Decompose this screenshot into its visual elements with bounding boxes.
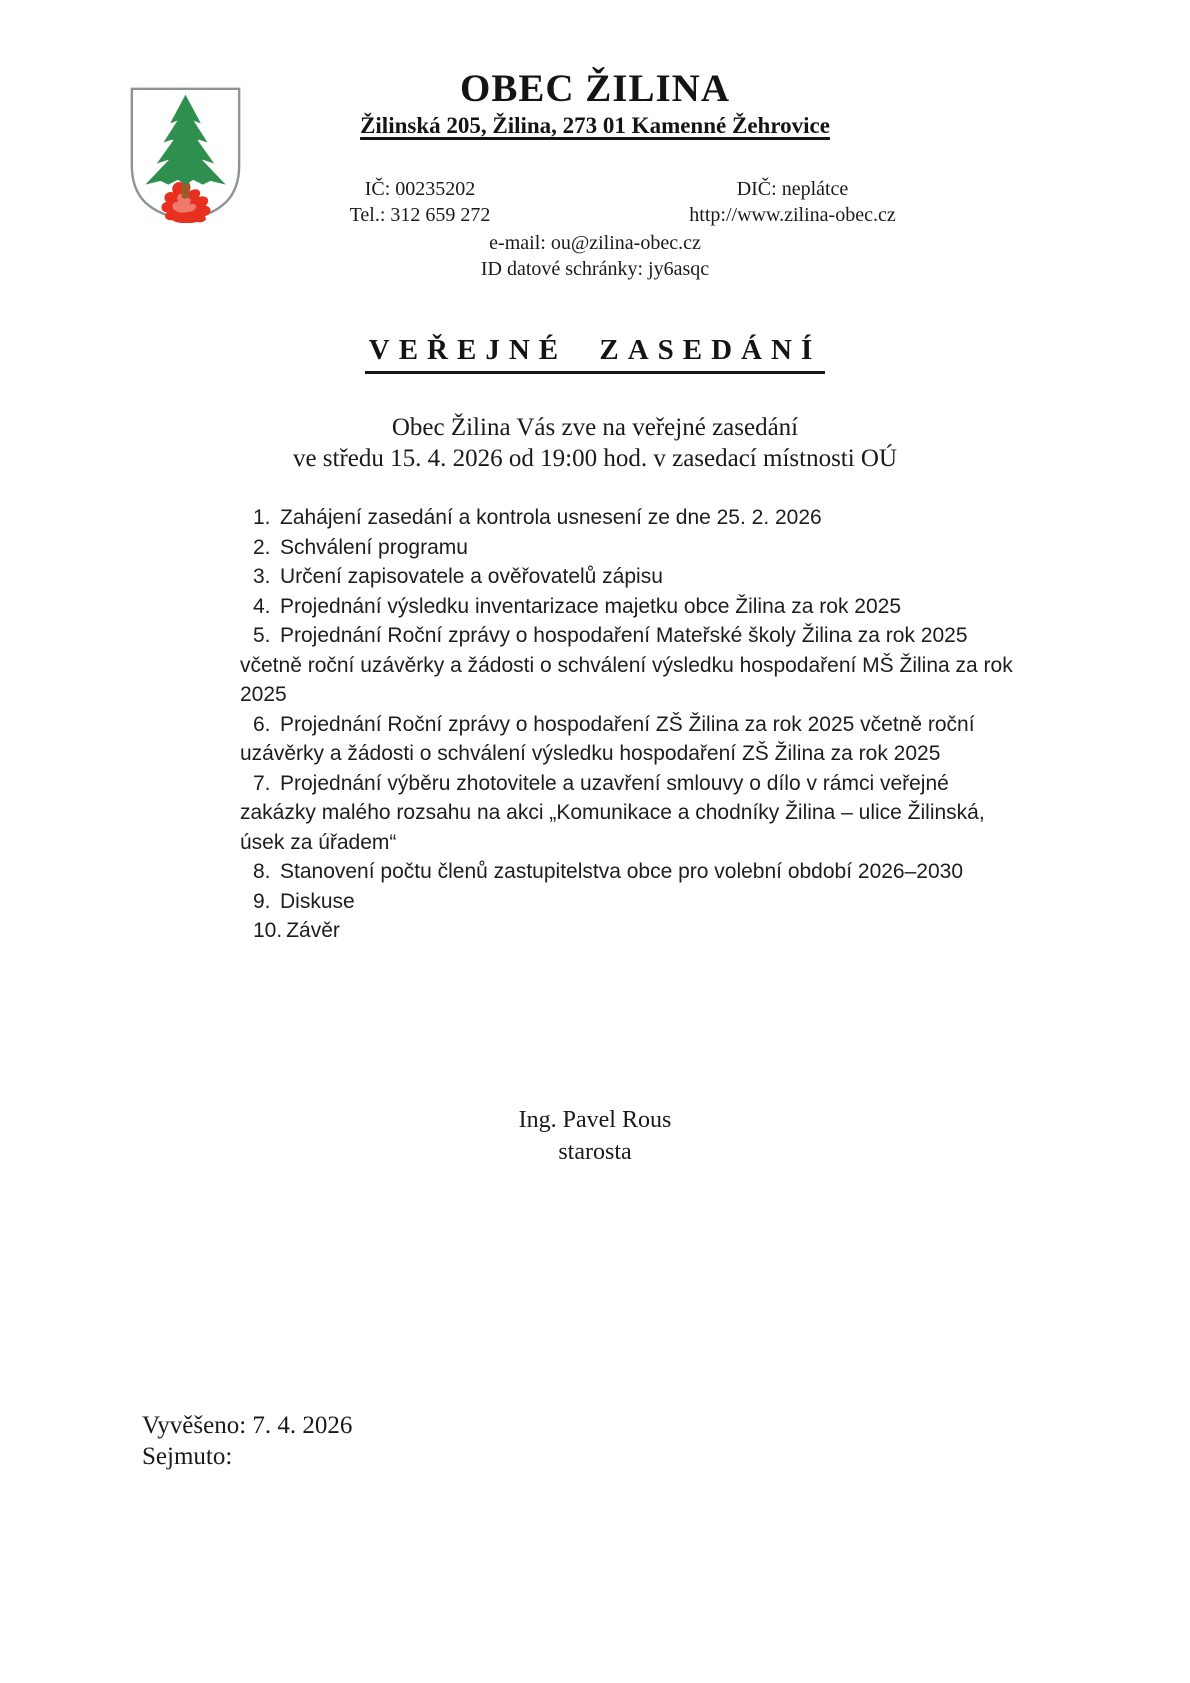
agenda-item-text: Projednání Roční zprávy o hospodaření Mateřské školy Žilina za rok 2025	[280, 624, 968, 647]
contact-center-column	[0, 230, 1190, 282]
agenda-item-number: 7.	[253, 771, 271, 795]
agenda-item-number: 9.	[253, 889, 271, 913]
agenda-item	[240, 710, 1040, 769]
agenda-item-text: Projednání výsledku inventarizace majetku obce Žilina za rok 2025	[280, 594, 902, 618]
organization-address: Žilinská 205, Žilina, 273 01 Kamenné Žehrovice	[360, 113, 830, 138]
agenda-item	[240, 621, 1040, 710]
agenda-item	[240, 533, 1040, 563]
agenda-item-number: 5.	[253, 624, 271, 647]
agenda-item-number: 3.	[253, 565, 271, 588]
invitation-line-1: Obec Žilina Vás zve na veřejné zasedání	[391, 414, 799, 441]
databox-id: ID datové schránky: jy6asqc	[480, 258, 710, 280]
agenda-item-text: 2025	[240, 683, 287, 706]
posted-date: Vyvěšeno: 7. 4. 2026	[142, 1412, 353, 1439]
signature-block	[0, 1104, 1190, 1168]
email-address: e-mail: ou@zilina-obec.cz	[489, 232, 701, 254]
agenda-item	[240, 562, 1040, 592]
agenda-item	[240, 857, 1040, 887]
agenda-item-number: 2.	[253, 535, 271, 559]
contact-left-column	[260, 176, 580, 228]
agenda-item-number: 10.	[253, 919, 283, 942]
agenda-item-text: zakázky malého rozsahu na akci „Komunikace a chodníky Žilina – ulice Žilinská,	[240, 801, 985, 824]
invitation-text	[0, 412, 1190, 474]
agenda-item-text: uzávěrky a žádosti o schválení výsledku hospodaření ZŠ Žilina za rok 2025	[240, 742, 941, 765]
document-title-wrap	[0, 334, 1190, 374]
posting-dates	[142, 1410, 352, 1472]
agenda-item-number: 4.	[253, 594, 271, 618]
agenda-item-text: Určení zapisovatele a ověřovatelů zápisu	[280, 565, 663, 588]
agenda-item	[240, 769, 1040, 858]
signer-role: starosta	[558, 1139, 632, 1165]
agenda-item-number: 8.	[253, 860, 271, 883]
agenda-item	[240, 503, 1040, 533]
agenda-item	[240, 887, 1040, 917]
agenda-item-text: Stanovení počtu členů zastupitelstva obce pro volební období 2026–2030	[280, 860, 964, 883]
removed-date: Sejmuto:	[142, 1443, 233, 1470]
agenda-item-text: úsek za úřadem“	[240, 830, 397, 854]
agenda-item-number: 1.	[253, 506, 271, 529]
invitation-line-2: ve středu 15. 4. 2026 od 19:00 hod. v zasedací místnosti OÚ	[292, 445, 898, 472]
contact-right-column	[620, 176, 965, 228]
ic-number: IČ: 00235202	[364, 178, 476, 200]
signer-name: Ing. Pavel Rous	[518, 1107, 672, 1133]
agenda-item-text: Schválení programu	[280, 535, 468, 559]
phone-number: Tel.: 312 659 272	[349, 204, 491, 226]
agenda-item-text: Závěr	[286, 919, 340, 942]
agenda-item-text: Zahájení zasedání a kontrola usnesení ze dne 25. 2. 2026	[280, 506, 822, 529]
website-url: http://www.zilina-obec.cz	[689, 204, 896, 226]
organization-name: OBEC ŽILINA	[460, 67, 730, 110]
agenda-item	[240, 592, 1040, 622]
document-title: VEŘEJNÉ ZASEDÁNÍ	[365, 334, 825, 374]
agenda-list	[240, 503, 1040, 946]
agenda-item-text: Projednání výběru zhotovitele a uzavření smlouvy o dílo v rámci veřejné	[280, 771, 949, 795]
agenda-item-text: Diskuse	[280, 889, 355, 913]
dic-number: DIČ: neplátce	[736, 178, 849, 200]
agenda-item-number: 6.	[253, 712, 271, 736]
agenda-item	[240, 916, 1040, 946]
agenda-item-text: Projednání Roční zprávy o hospodaření ZŠ Žilina za rok 2025 včetně roční	[280, 712, 975, 736]
agenda-item-text: včetně roční uzávěrky a žádosti o schválení výsledku hospodaření MŠ Žilina za rok	[240, 653, 1013, 677]
